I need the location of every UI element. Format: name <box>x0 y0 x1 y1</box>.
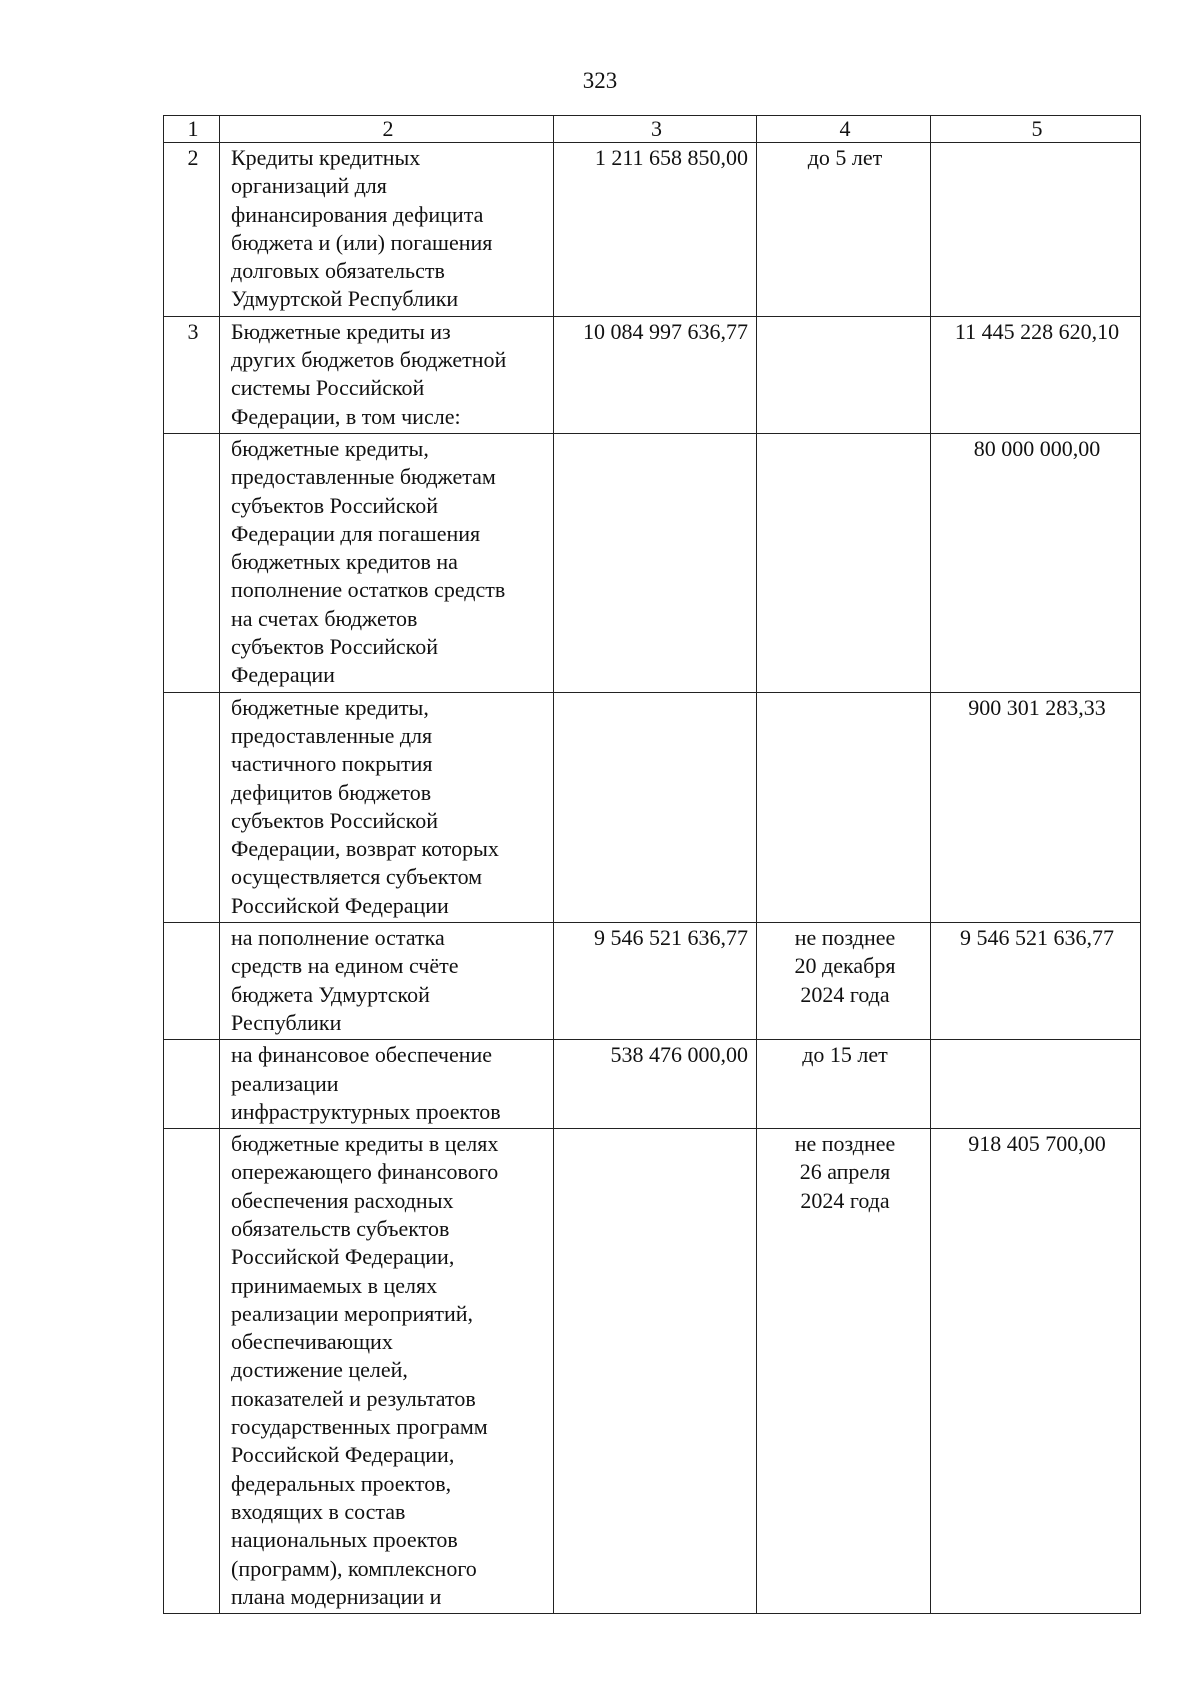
row-name: на финансовое обеспечение реализации инфраструктурных проектов <box>220 1040 554 1129</box>
table-row <box>164 1129 1141 1614</box>
column-header-5: 5 <box>931 116 1141 143</box>
column-header-1: 1 <box>164 116 220 143</box>
column-header-4: 4 <box>757 116 931 143</box>
row-name: бюджетные кредиты, предоставленные бюджетам субъектов Российской Федерации для погашения бюджетных кредитов на пополнение остатков средств на счетах бюджетов субъектов Российской Федерации <box>220 433 554 692</box>
row-number: 3 <box>164 316 220 433</box>
row-amount: 1 211 658 850,00 <box>554 143 757 317</box>
row-amount: 9 546 521 636,77 <box>554 923 757 1040</box>
table-row <box>164 1040 1141 1129</box>
row-name: на пополнение остатка средств на едином счёте бюджета Удмуртской Республики <box>220 923 554 1040</box>
row-value-5: 918 405 700,00 <box>931 1129 1141 1614</box>
row-number <box>164 692 220 922</box>
row-name: Кредиты кредитных организаций для финансирования дефицита бюджета и (или) погашения долговых обязательств Удмуртской Республики <box>220 143 554 317</box>
row-value-5 <box>931 143 1141 317</box>
table-row <box>164 692 1141 922</box>
row-value-5: 900 301 283,33 <box>931 692 1141 922</box>
row-amount: 10 084 997 636,77 <box>554 316 757 433</box>
table-row <box>164 316 1141 433</box>
row-number <box>164 923 220 1040</box>
row-amount <box>554 433 757 692</box>
row-term <box>757 692 931 922</box>
row-value-5: 80 000 000,00 <box>931 433 1141 692</box>
row-term: до 15 лет <box>757 1040 931 1129</box>
row-amount <box>554 692 757 922</box>
row-term: до 5 лет <box>757 143 931 317</box>
row-value-5: 9 546 521 636,77 <box>931 923 1141 1040</box>
row-value-5 <box>931 1040 1141 1129</box>
row-term: не позднее 20 декабря 2024 года <box>757 923 931 1040</box>
row-value-5: 11 445 228 620,10 <box>931 316 1141 433</box>
row-amount <box>554 1129 757 1614</box>
row-term <box>757 433 931 692</box>
row-number <box>164 433 220 692</box>
row-name: Бюджетные кредиты из других бюджетов бюджетной системы Российской Федерации, в том числе: <box>220 316 554 433</box>
table-row <box>164 433 1141 692</box>
row-amount: 538 476 000,00 <box>554 1040 757 1129</box>
table-row <box>164 143 1141 317</box>
row-number: 2 <box>164 143 220 317</box>
column-header-3: 3 <box>554 116 757 143</box>
budget-credits-table <box>163 115 1141 1614</box>
row-number <box>164 1129 220 1614</box>
table-row <box>164 923 1141 1040</box>
row-term: не позднее 26 апреля 2024 года <box>757 1129 931 1614</box>
table-header-row <box>164 116 1141 143</box>
page-number: 323 <box>582 68 618 93</box>
row-term <box>757 316 931 433</box>
column-header-2: 2 <box>220 116 554 143</box>
row-number <box>164 1040 220 1129</box>
row-name: бюджетные кредиты в целях опережающего финансового обеспечения расходных обязательств субъектов Российской Федерации, принимаемых в целях реализации мероприятий, обеспечивающих достижение целей, показателей и результатов государственных программ Российской Федерации, федеральных проектов, входящих в состав национальных проектов (программ), комплексного плана модернизации и <box>220 1129 554 1614</box>
row-name: бюджетные кредиты, предоставленные для частичного покрытия дефицитов бюджетов субъектов Российской Федерации, возврат которых осуществляется субъектом Российской Федерации <box>220 692 554 922</box>
